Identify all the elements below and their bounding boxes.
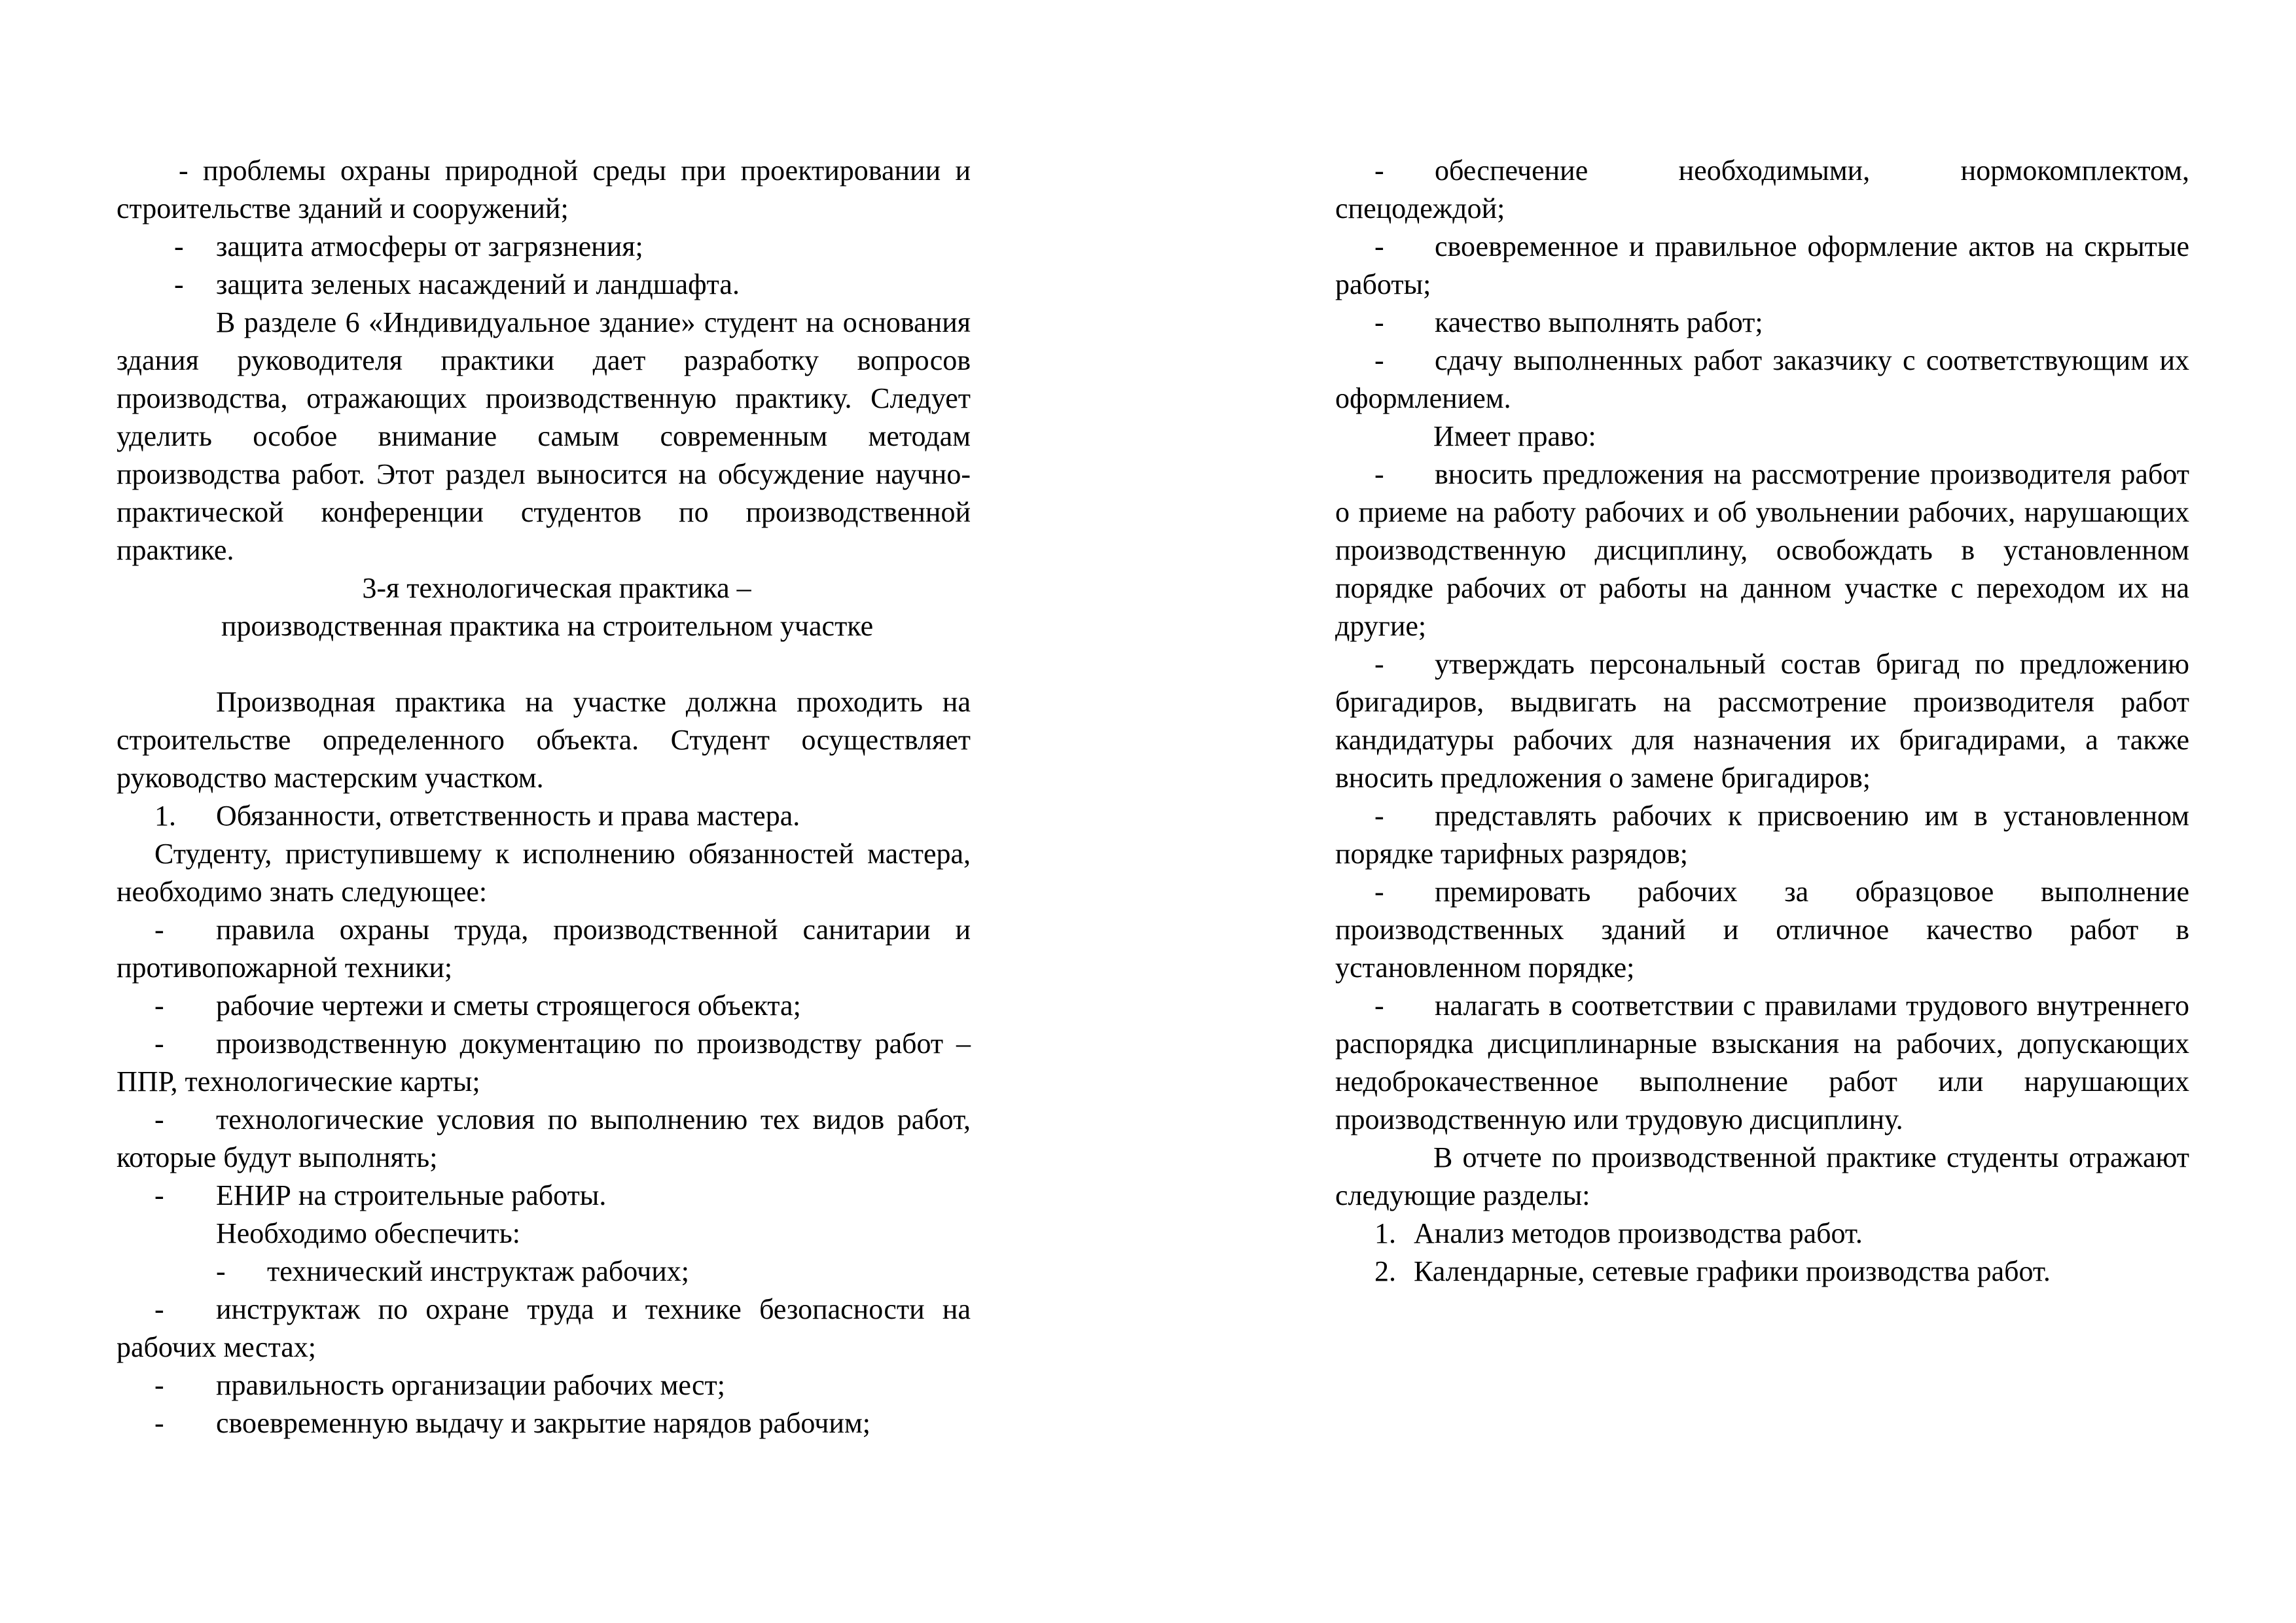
list-number: 2. — [1374, 1255, 1396, 1287]
list-marker: - — [154, 914, 164, 946]
list-marker: - — [1374, 344, 1384, 376]
list-item-text: инструктаж по охране труда и технике безопасности на рабочих местах; — [117, 1293, 971, 1363]
list-item-text: премировать рабочих за образцовое выполнение производственных зданий и отличное качество работ в установленном порядке; — [1335, 876, 2189, 984]
numbered-item — [1335, 1215, 2189, 1253]
list-item — [117, 987, 971, 1025]
paragraph-section-6 — [117, 304, 971, 569]
list-marker: - — [154, 1293, 164, 1325]
list-item — [117, 1404, 971, 1442]
list-item — [1335, 152, 2189, 228]
blank-line — [117, 645, 971, 683]
list-item-text: ЕНИР на строительные работы. — [216, 1179, 607, 1211]
list-item — [117, 1025, 971, 1101]
list-item — [117, 228, 971, 266]
paragraph-student-knowledge — [117, 835, 971, 911]
list-marker: - — [1374, 990, 1384, 1022]
list-item-text: своевременное и правильное оформление актов на скрытые работы; — [1335, 230, 2189, 300]
list-item-text: правила охраны труда, производственной санитарии и противопожарной техники; — [117, 914, 971, 984]
list-marker: - — [1374, 154, 1384, 187]
list-item — [117, 911, 971, 987]
list-item — [117, 1366, 971, 1404]
list-number: 1. — [154, 800, 176, 832]
list-item — [117, 1291, 971, 1366]
list-item-text: технический инструктаж рабочих; — [267, 1255, 690, 1287]
list-item-text: технологические условия по выполнению тех видов работ, которые будут выполнять; — [117, 1103, 971, 1173]
paragraph-text: В разделе 6 «Индивидуальное здание» студент на основания здания руководителя практики дает разработку вопросов производства, отражающих производственную практику. Следует уделить особое внимание самым современным методам производства работ. Этот раздел выносится на обсуждение научно-практической конференции студентов по производственной практике. — [117, 306, 971, 566]
list-item-text: вносить предложения на рассмотрение производителя работ о приеме на работу рабочих и об увольнении рабочих, нарушающих производственную дисциплину, освобождать в установленном порядке рабочих от работы на данном участке с переходом их на другие; — [1335, 458, 2189, 642]
list-item-text: Обязанности, ответственность и права мастера. — [216, 800, 800, 832]
list-marker: - — [1374, 306, 1384, 338]
paragraph-text: Производная практика на участке должна проходить на строительстве определенного объекта. Студент осуществляет руководство мастерским участком. — [117, 686, 971, 794]
list-item — [1335, 304, 2189, 342]
list-item-text: представлять рабочих к присвоению им в установленном порядке тарифных разрядов; — [1335, 800, 2189, 870]
list-marker: - — [154, 1027, 164, 1060]
list-marker: - — [154, 1179, 164, 1211]
paragraph-practice-intro — [117, 683, 971, 797]
list-marker: - — [174, 268, 184, 300]
list-item-text: защита атмосферы от загрязнения; — [216, 230, 643, 262]
list-marker: - — [154, 990, 164, 1022]
list-item-text: качество выполнять работ; — [1435, 306, 1763, 338]
list-item-text: Анализ методов производства работ. — [1414, 1217, 1863, 1249]
numbered-item — [1335, 1253, 2189, 1291]
list-item-text: правильность организации рабочих мест; — [216, 1369, 726, 1401]
list-item — [1335, 455, 2189, 645]
list-item-text: производственную документацию по производству работ – ППР, технологические карты; — [117, 1027, 971, 1097]
list-item — [117, 1101, 971, 1177]
list-item — [117, 266, 971, 304]
list-marker: - — [1374, 800, 1384, 832]
list-item — [117, 1177, 971, 1215]
list-item-text: защита зеленых насаждений и ландшафта. — [216, 268, 740, 300]
list-item-text: обеспечение необходимыми, нормокомплектом, спецодеждой; — [1335, 154, 2189, 224]
list-item-text: своевременную выдачу и закрытие нарядов рабочим; — [216, 1407, 871, 1439]
list-marker: - — [1374, 458, 1384, 490]
list-item — [1335, 873, 2189, 987]
list-marker: - — [174, 230, 184, 262]
paragraph-environment-problems — [117, 152, 971, 228]
heading-text: производственная практика на строительном участке — [221, 610, 874, 642]
section-heading-line-1 — [117, 569, 971, 607]
list-marker: - — [216, 1255, 226, 1287]
paragraph-has-right — [1335, 418, 2189, 455]
heading-text: 3-я технологическая практика – — [362, 572, 751, 604]
paragraph-text: Имеет право: — [1433, 420, 1596, 452]
numbered-item — [117, 797, 971, 835]
right-page — [1335, 152, 2189, 1291]
list-item-text: налагать в соответствии с правилами трудового внутреннего распорядка дисциплинарные взыскания на рабочих, допускающих недоброкачественное выполнение работ или нарушающих производственную или трудовую дисциплину. — [1335, 990, 2189, 1135]
paragraph-report-sections — [1335, 1139, 2189, 1215]
list-item-text: Календарные, сетевые графики производства работ. — [1414, 1255, 2051, 1287]
list-item-text: рабочие чертежи и сметы строящегося объекта; — [216, 990, 801, 1022]
paragraph-text: Необходимо обеспечить: — [216, 1217, 520, 1249]
paragraph-must-provide — [117, 1215, 971, 1253]
list-marker: - — [1374, 648, 1384, 680]
section-heading-line-2 — [117, 607, 971, 645]
list-marker: - — [1374, 876, 1384, 908]
list-item — [1335, 342, 2189, 418]
list-item — [1335, 987, 2189, 1139]
list-item — [117, 1253, 971, 1291]
list-number: 1. — [1374, 1217, 1396, 1249]
list-item-text: сдачу выполненных работ заказчику с соответствующим их оформлением. — [1335, 344, 2189, 414]
list-marker: - — [154, 1407, 164, 1439]
paragraph-text: В отчете по производственной практике студенты отражают следующие разделы: — [1335, 1141, 2189, 1211]
list-item — [1335, 228, 2189, 304]
list-item — [1335, 797, 2189, 873]
list-marker: - — [1374, 230, 1384, 262]
list-item — [1335, 645, 2189, 797]
list-marker: - — [154, 1369, 164, 1401]
list-item-text: утверждать персональный состав бригад по предложению бригадиров, выдвигать на рассмотрение производителя работ кандидатуры рабочих для назначения их бригадирами, а также вносить предложения о замене бригадиров; — [1335, 648, 2189, 794]
left-page — [117, 152, 971, 1442]
paragraph-text: Студенту, приступившему к исполнению обязанностей мастера, необходимо знать следующее: — [117, 838, 971, 908]
paragraph-text: - проблемы охраны природной среды при проектировании и строительстве зданий и сооружений; — [117, 154, 971, 224]
list-marker: - — [154, 1103, 164, 1135]
